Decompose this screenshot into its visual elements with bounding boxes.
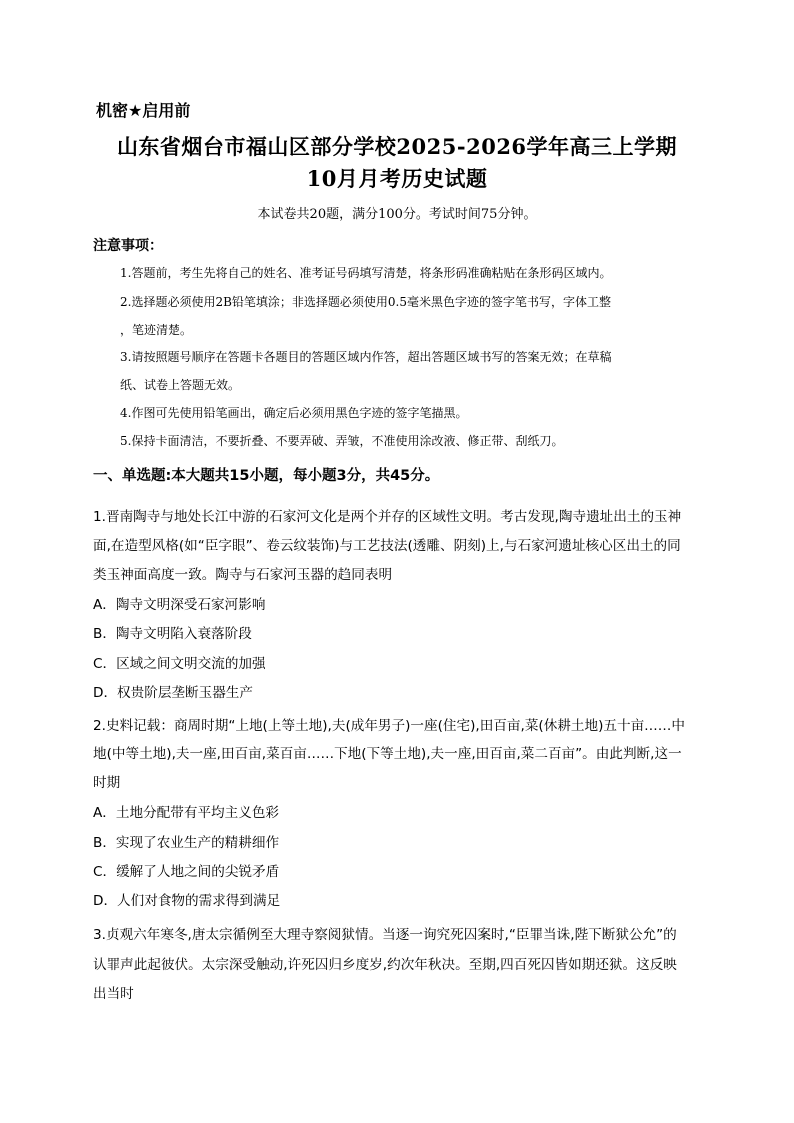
question-1-option-d: D．权贵阶层垄断玉器生产 xyxy=(93,685,253,701)
question-1-stem-line-2: 面,在造型风格(如“臣字眼”、卷云纹装饰)与工艺技法(透雕、阴刻)上,与石家河遗址核心区出土的同 xyxy=(93,538,681,554)
exam-title-line-1: 山东省烟台市福山区部分学校2025-2026学年高三上学期 xyxy=(116,134,678,159)
question-1-stem-line-1: 1.晋南陶寺与地处长江中游的石家河文化是两个并存的区域性文明。考古发现,陶寺遗址出土的玉神 xyxy=(93,509,682,525)
question-3-stem-line-2: 认罪声此起彼伏。太宗深受触动,许死囚归乡度岁,约次年秋决。至期,四百死囚皆如期还狱。这反映 xyxy=(93,957,677,973)
question-2-stem-line-1: 2.史料记载：商周时期“上地(上等土地),夫(成年男子)一座(住宅),田百亩,菜(休耕土地)五十亩……中 xyxy=(93,718,685,734)
question-2-stem-line-3: 时期 xyxy=(93,775,121,791)
notice-item-5: 5.保持卡面清洁，不要折叠、不要弄破、弄皱，不准使用涂改液、修正带、刮纸刀。 xyxy=(120,434,564,448)
question-1-option-a: A．陶寺文明深受石家河影响 xyxy=(93,597,266,613)
exam-info: 本试卷共20题，满分100分。考试时间75分钟。 xyxy=(257,207,537,222)
notice-item-3: 3.请按照题号顺序在答题卡各题目的答题区域内作答，超出答题区域书写的答案无效；在草稿 xyxy=(120,350,612,364)
notice-item-2-cont: ，笔迹清楚。 xyxy=(120,323,193,337)
question-1-option-b: B．陶寺文明陷入衰落阶段 xyxy=(93,626,252,642)
notice-item-4: 4.作图可先使用铅笔画出，确定后必须用黑色字迹的签字笔描黑。 xyxy=(120,406,468,420)
question-2-stem-line-2: 地(中等土地),夫一座,田百亩,菜百亩……下地(下等土地),夫一座,田百亩,菜二百亩”。由此判断,这一 xyxy=(93,746,682,762)
notice-item-1: 1.答题前，考生先将自己的姓名、准考证号码填写清楚，将条形码准确粘贴在条形码区域内。 xyxy=(120,266,612,280)
question-2-option-a: A．土地分配带有平均主义色彩 xyxy=(93,805,280,821)
confidential-label: 机密★启用前 xyxy=(96,101,191,120)
section-heading: 一、单选题:本大题共15小题，每小题3分，共45分。 xyxy=(93,468,440,484)
question-1-stem-line-3: 类玉神面高度一致。陶寺与石家河玉器的趋同表明 xyxy=(93,567,393,583)
question-1-option-c: C．区域之间文明交流的加强 xyxy=(93,656,266,672)
question-3-stem-line-3: 出当时 xyxy=(93,986,134,1002)
question-2-option-b: B．实现了农业生产的精耕细作 xyxy=(93,835,280,851)
exam-title-line-2: 10月月考历史试题 xyxy=(306,166,488,191)
notice-item-2: 2.选择题必须使用2B铅笔填涂；非选择题必须使用0.5毫米黑色字迹的签字笔书写，字体工整 xyxy=(120,295,611,309)
notice-item-3-cont: 纸、试卷上答题无效。 xyxy=(120,378,241,392)
notice-heading: 注意事项： xyxy=(93,238,163,254)
question-2-option-c: C．缓解了人地之间的尖锐矛盾 xyxy=(93,864,280,880)
question-3-stem-line-1: 3.贞观六年寒冬,唐太宗循例至大理寺察阅狱情。当逐一询究死囚案时,“臣罪当诛,陛下断狱公允”的 xyxy=(93,927,677,943)
question-2-option-d: D．人们对食物的需求得到满足 xyxy=(93,893,281,909)
